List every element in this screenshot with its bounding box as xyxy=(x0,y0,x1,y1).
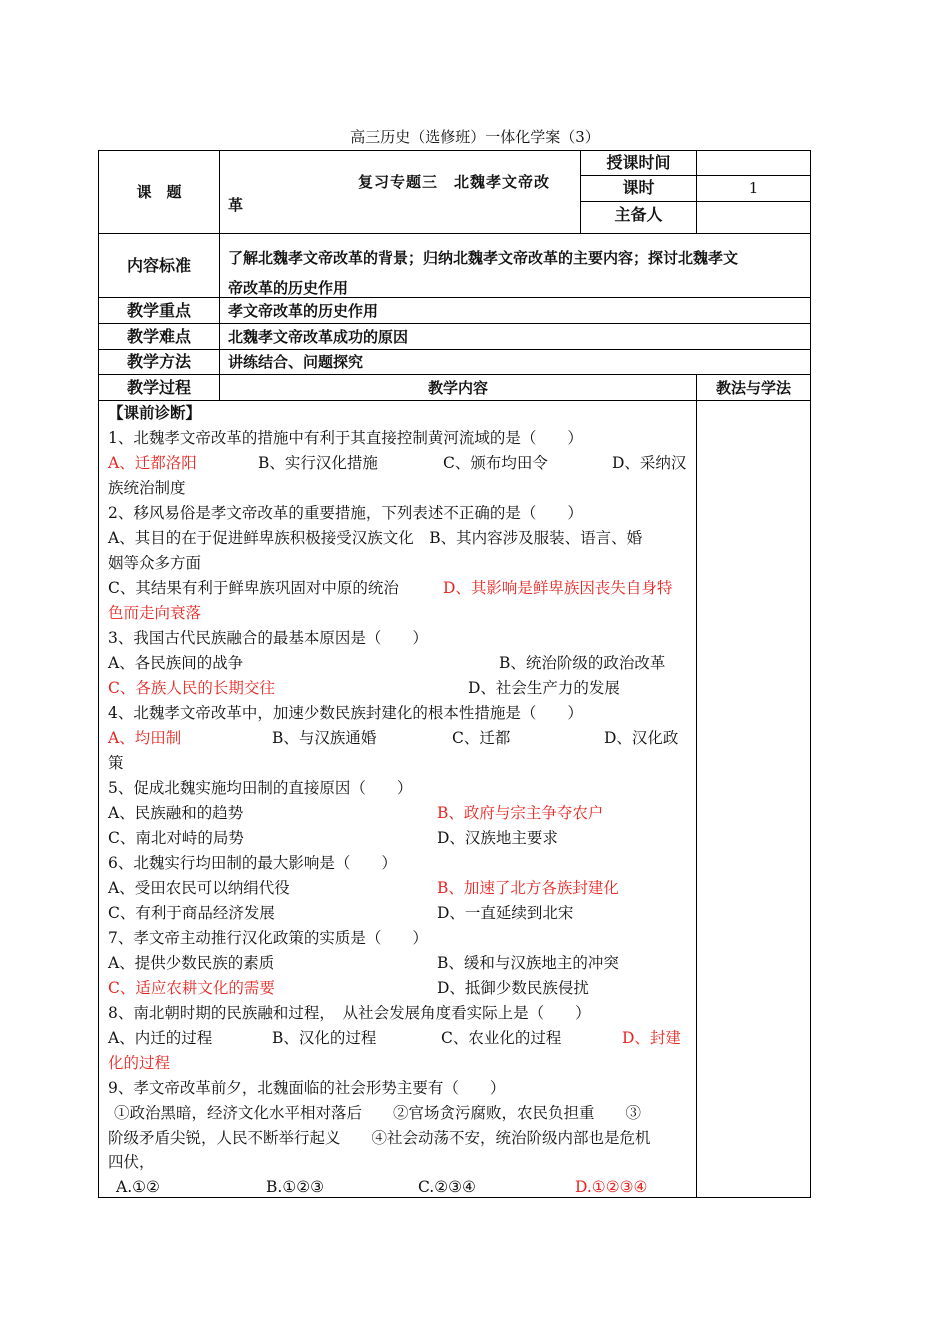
methods-label: 教法与学法 xyxy=(715,379,791,397)
difficulty-value: 北魏孝文帝改革成功的原因 xyxy=(228,328,409,346)
q4-option-b: B、与汉族通婚 xyxy=(272,729,377,747)
process-label: 教学过程 xyxy=(126,378,191,397)
focus-value: 孝文帝改革的历史作用 xyxy=(228,302,379,320)
q6-option-b: B、加速了北方各族封建化 xyxy=(437,879,619,897)
q5-stem: 5、促成北魏实施均田制的直接原因（ ） xyxy=(108,779,413,797)
q6-option-c: C、有利于商品经济发展 xyxy=(108,904,275,922)
method-label: 教学方法 xyxy=(126,352,191,371)
q9-option-a: A.①② xyxy=(116,1178,160,1196)
difficulty-label: 教学难点 xyxy=(126,327,191,346)
q2-option-c: C、其结果有利于鲜卑族巩固对中原的统治 xyxy=(108,579,399,597)
q1-option-a: A、迁都洛阳 xyxy=(108,454,197,472)
q8-option-c: C、农业化的过程 xyxy=(441,1029,562,1047)
hours-value: 1 xyxy=(748,179,759,197)
section-title: 【课前诊断】 xyxy=(108,403,202,422)
q2-option-d-cont: 色而走向衰落 xyxy=(108,604,202,622)
q6-stem: 6、北魏实行均田制的最大影响是（ ） xyxy=(108,854,397,872)
q8-stem: 8、南北朝时期的民族融和过程， 从社会发展角度看实际上是（ ） xyxy=(108,1004,591,1022)
q3-option-a: A、各民族间的战争 xyxy=(108,654,244,672)
preparer-label: 主备人 xyxy=(614,205,663,224)
q6-option-a: A、受田农民可以纳绢代役 xyxy=(108,879,290,897)
q9-option-b: B.①②③ xyxy=(266,1178,325,1196)
time-label: 授课时间 xyxy=(606,153,671,172)
q7-stem: 7、孝文帝主动推行汉化政策的实质是（ ） xyxy=(108,929,428,947)
standard-line-1: 了解北魏孝文帝改革的背景；归纳北魏孝文帝改革的主要内容；探讨北魏孝文 xyxy=(228,249,739,267)
content-label: 教学内容 xyxy=(427,379,488,397)
standard-label: 内容标准 xyxy=(126,256,191,275)
q2-options-ab-cont: 姻等众多方面 xyxy=(108,554,202,572)
q2-stem: 2、移风易俗是孝文帝改革的重要措施，下列表述不正确的是（ ） xyxy=(108,504,583,522)
q3-option-c: C、各族人民的长期交往 xyxy=(108,679,275,697)
focus-label: 教学重点 xyxy=(126,301,191,320)
q4-option-a: A、均田制 xyxy=(108,729,182,747)
q1-option-d: D、采纳汉 xyxy=(612,454,687,472)
method-value: 讲练结合、问题探究 xyxy=(228,353,364,371)
q7-option-a: A、提供少数民族的素质 xyxy=(108,954,275,972)
q4-option-d: D、汉化政 xyxy=(604,729,679,747)
topic-line-1: 复习专题三 北魏孝文帝改 xyxy=(358,173,551,191)
q5-option-d: D、汉族地主要求 xyxy=(437,829,558,847)
document-title: 高三历史（选修班）一体化学案（3） xyxy=(350,128,600,146)
q7-option-d: D、抵御少数民族侵扰 xyxy=(437,979,589,997)
q9-option-d: D.①②③④ xyxy=(575,1178,648,1196)
q1-stem: 1、北魏孝文帝改革的措施中有利于其直接控制黄河流域的是（ ） xyxy=(108,429,583,447)
q4-option-c: C、迁都 xyxy=(452,729,511,747)
q9-statement-line-2: 阶级矛盾尖锐，人民不断举行起义 ④社会动荡不安，统治阶级内部也是危机 xyxy=(108,1129,651,1147)
q7-option-b: B、缓和与汉族地主的冲突 xyxy=(437,954,619,972)
q6-option-d: D、一直延续到北宋 xyxy=(437,904,574,922)
topic-line-2: 革 xyxy=(228,196,244,214)
q5-option-c: C、南北对峙的局势 xyxy=(108,829,244,847)
q8-option-a: A、内迁的过程 xyxy=(108,1029,213,1047)
q3-stem: 3、我国古代民族融合的最基本原因是（ ） xyxy=(108,629,428,647)
q1-option-b: B、实行汉化措施 xyxy=(258,454,378,472)
q7-option-c: C、适应农耕文化的需要 xyxy=(108,979,275,997)
q9-stem: 9、孝文帝改革前夕，北魏面临的社会形势主要有（ ） xyxy=(108,1079,506,1097)
q9-statement-line-1: ①政治黑暗，经济文化水平相对落后 ②官场贪污腐败，农民负担重 ③ xyxy=(114,1104,642,1122)
q8-option-d-cont: 化的过程 xyxy=(108,1054,171,1072)
q5-option-b: B、政府与宗主争夺农户 xyxy=(437,804,604,822)
q2-option-d: D、其影响是鲜卑族因丧失自身特 xyxy=(443,579,673,597)
q9-option-c: C.②③④ xyxy=(418,1178,476,1196)
q8-option-d: D、封建 xyxy=(622,1029,681,1047)
q2-options-ab: A、其目的在于促进鲜卑族积极接受汉族文化 B、其内容涉及服装、语言、婚 xyxy=(108,529,643,547)
q1-option-c: C、颁布均田令 xyxy=(443,454,548,472)
topic-label: 课 题 xyxy=(136,183,182,201)
hours-label: 课时 xyxy=(622,178,655,197)
q5-option-a: A、民族融和的趋势 xyxy=(108,804,244,822)
q4-option-d-cont: 策 xyxy=(108,754,124,772)
q8-option-b: B、汉化的过程 xyxy=(272,1029,377,1047)
q1-option-d-cont: 族统治制度 xyxy=(108,479,186,497)
q4-stem: 4、北魏孝文帝改革中，加速少数民族封建化的根本性措施是（ ） xyxy=(108,704,583,722)
standard-line-2: 帝改革的历史作用 xyxy=(228,279,349,297)
q3-option-b: B、统治阶级的政治改革 xyxy=(499,654,666,672)
q9-statement-line-3: 四伏， xyxy=(108,1153,155,1171)
q3-option-d: D、社会生产力的发展 xyxy=(468,679,620,697)
